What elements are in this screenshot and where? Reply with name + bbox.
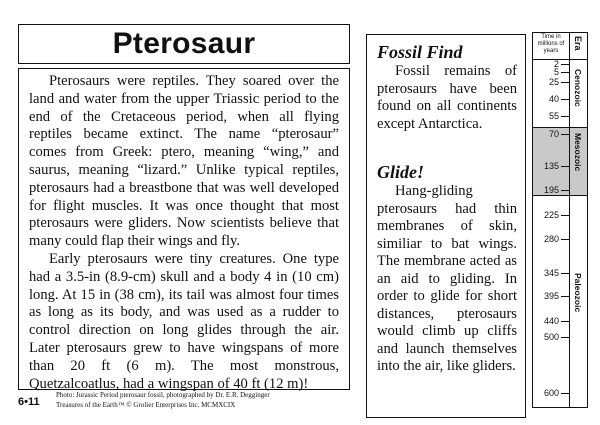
- tick-label: 2: [553, 59, 559, 69]
- tick-label: 600: [543, 388, 559, 398]
- tick-label: 345: [543, 268, 559, 278]
- era-header-cell: [569, 33, 587, 59]
- main-text-box: [18, 68, 350, 390]
- time-scale-header: Time in millions of years: [537, 34, 565, 54]
- era-header: Era: [573, 36, 583, 51]
- glide-heading: Glide!: [377, 162, 424, 182]
- title-box: [18, 24, 350, 64]
- tick-label: 55: [548, 111, 559, 121]
- tick-label: 25: [548, 77, 559, 87]
- credit-line-1: Photo: Jurassic Period pterosaur fossil, photographed by Dr. E.R. Degginger: [56, 391, 270, 399]
- main-paragraph-2: Early pterosaurs were tiny creatures. One type had a 3.5-in (8.9-cm) skull and a body 4 in (10 cm) long. At 15 in (38 cm), its tail was almost four times as long as its body, and was used as a rudder to control direction on long glides through the air. Later pterosaurs grew to have wingspans of more than 20 ft (6 m). The most monstrous, Quetzalcoatlus, had a wingspan of 40 ft (12 m)!: [29, 250, 339, 392]
- credit-line-2: Treasures of the Earth™ © Grolier Enterprises Inc. MCMXCIX: [56, 401, 236, 409]
- page-title: Pterosaur: [112, 27, 256, 60]
- tick-label: 395: [543, 291, 559, 301]
- tick-label: 225: [543, 210, 559, 220]
- era-divider-cenozoic-mesozoic: [533, 127, 587, 128]
- card-number: 6•11: [18, 396, 40, 408]
- fossil-find-text: Fossil remains of pterosaurs have been found on all continents except Antarctica.: [377, 63, 517, 132]
- tick-label: 195: [543, 185, 559, 195]
- era-divider-mesozoic-paleozoic: [533, 195, 587, 196]
- side-text-box: [366, 34, 526, 418]
- era-paleozoic: Paleozoic: [573, 273, 583, 313]
- tick-label: 440: [543, 316, 559, 326]
- geologic-time-scale: [532, 32, 588, 408]
- main-paragraph-1: Pterosaurs were reptiles. They soared over the land and water from the upper Triassic period to the end of the Cretaceous period, when all flying reptiles became extinct. The name “pterosaur” comes from Greek: ptero, meaning “wing,” and saurus, meaning “lizard.” Unlike typical reptiles, pterosaurs had a breastbone that was well developed for flight muscles. It was once thought that most pterosaurs were gliders. Now scientists believe that many could flap their wings and fly.: [29, 73, 339, 250]
- photo-credit: [56, 390, 356, 410]
- era-column: [569, 60, 587, 407]
- tick-label: 70: [548, 129, 559, 139]
- tick-label: 40: [548, 94, 559, 104]
- fossil-find-heading: Fossil Find: [377, 42, 463, 62]
- tick-label: 5: [553, 67, 559, 77]
- era-cenozoic: Cenozoic: [573, 69, 583, 107]
- card: [4, 4, 596, 420]
- era-mesozoic: Mesozoic: [573, 133, 583, 172]
- tick-label: 500: [543, 332, 559, 342]
- glide-text: Hang-gliding pterosaurs had thin membranes of skin, similiar to bat wings. The membrane acted as an aid to gliding. In order to glide for short distances, pterosaurs would climb up cliffs and launch themselves into the air, like gliders.: [377, 183, 517, 374]
- tick-label: 135: [543, 161, 559, 171]
- tick-label: 280: [543, 234, 559, 244]
